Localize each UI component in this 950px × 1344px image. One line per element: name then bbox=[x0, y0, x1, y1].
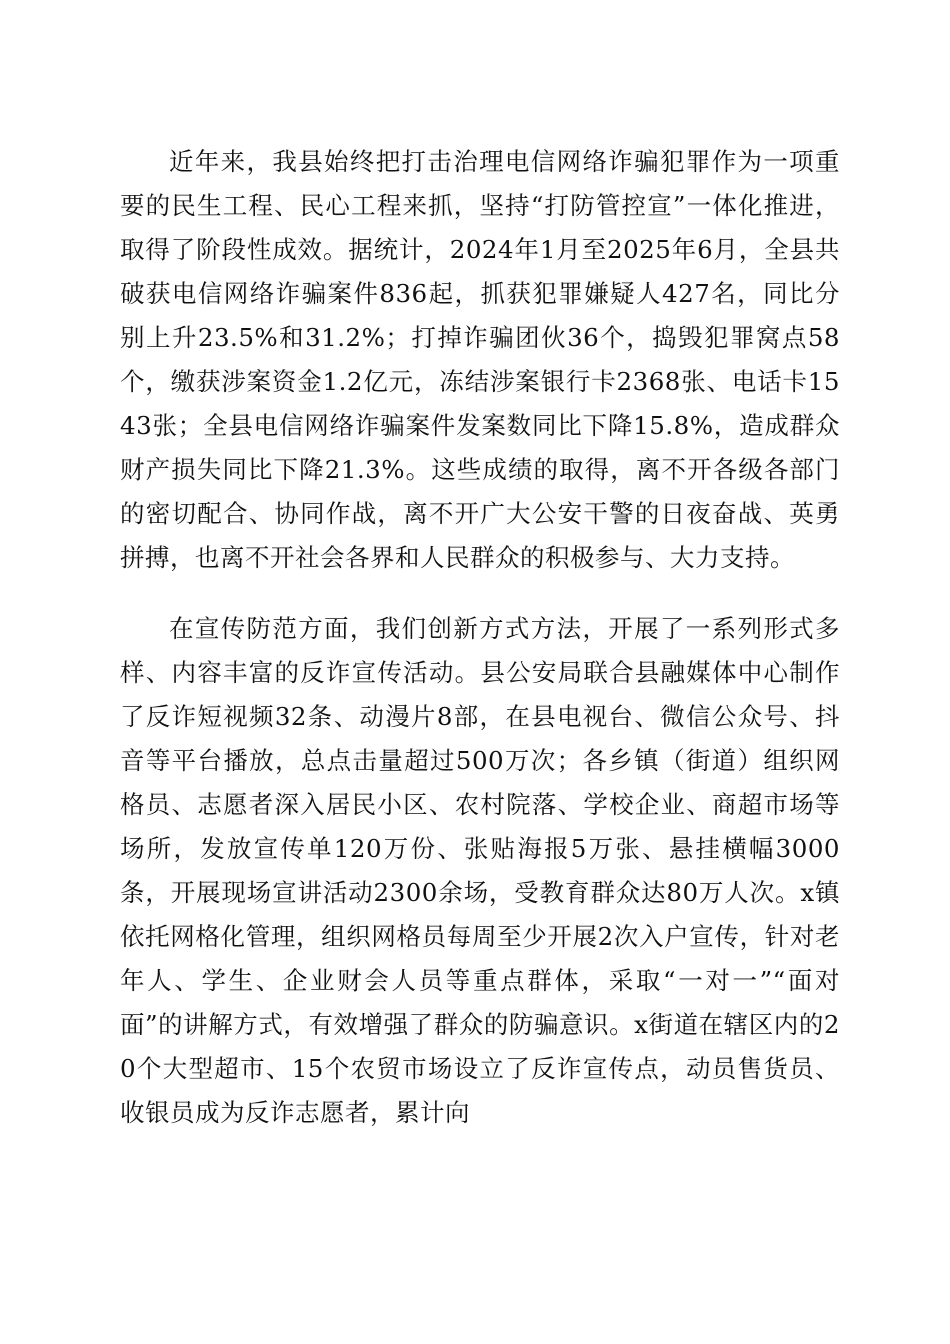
paragraph-achievements: 近年来，我县始终把打击治理电信网络诈骗犯罪作为一项重要的民生工程、民心工程来抓，坚持“打防管控宣”一体化推进，取得了阶段性成效。据统计，2024年1月至2025年6月，全县共破获电信网络诈骗案件836起，抓获犯罪嫌疑人427名，同比分别上升23.5%和31.2%；打掉诈骗团伙36个，捣毁犯罪窝点58个，缴获涉案资金1.2亿元，冻结涉案银行卡2368张、电话卡1543张；全县电信网络诈骗案件发案数同比下降15.8%，造成群众财产损失同比下降21.3%。这些成绩的取得，离不开各级各部门的密切配合、协同作战，离不开广大公安干警的日夜奋战、英勇拼搏，也离不开社会各界和人民群众的积极参与、大力支持。 bbox=[120, 147, 840, 572]
paragraph-publicity-prevention: 在宣传防范方面，我们创新方式方法，开展了一系列形式多样、内容丰富的反诈宣传活动。县公安局联合县融媒体中心制作了反诈短视频32条、动漫片8部，在县电视台、微信公众号、抖音等平台播放，总点击量超过500万次；各乡镇（街道）组织网格员、志愿者深入居民小区、农村院落、学校企业、商超市场等场所，发放宣传单120万份、张贴海报5万张、悬挂横幅3000条，开展现场宣讲活动2300余场，受教育群众达80万人次。x镇依托网格化管理，组织网格员每周至少开展2次入户宣传，针对老年人、学生、企业财会人员等重点群体，采取“一对一”“面对面”的讲解方式，有效增强了群众的防骗意识。x街道在辖区内的20个大型超市、15个农贸市场设立了反诈宣传点，动员售货员、收银员成为反诈志愿者，累计向 bbox=[120, 614, 840, 1127]
